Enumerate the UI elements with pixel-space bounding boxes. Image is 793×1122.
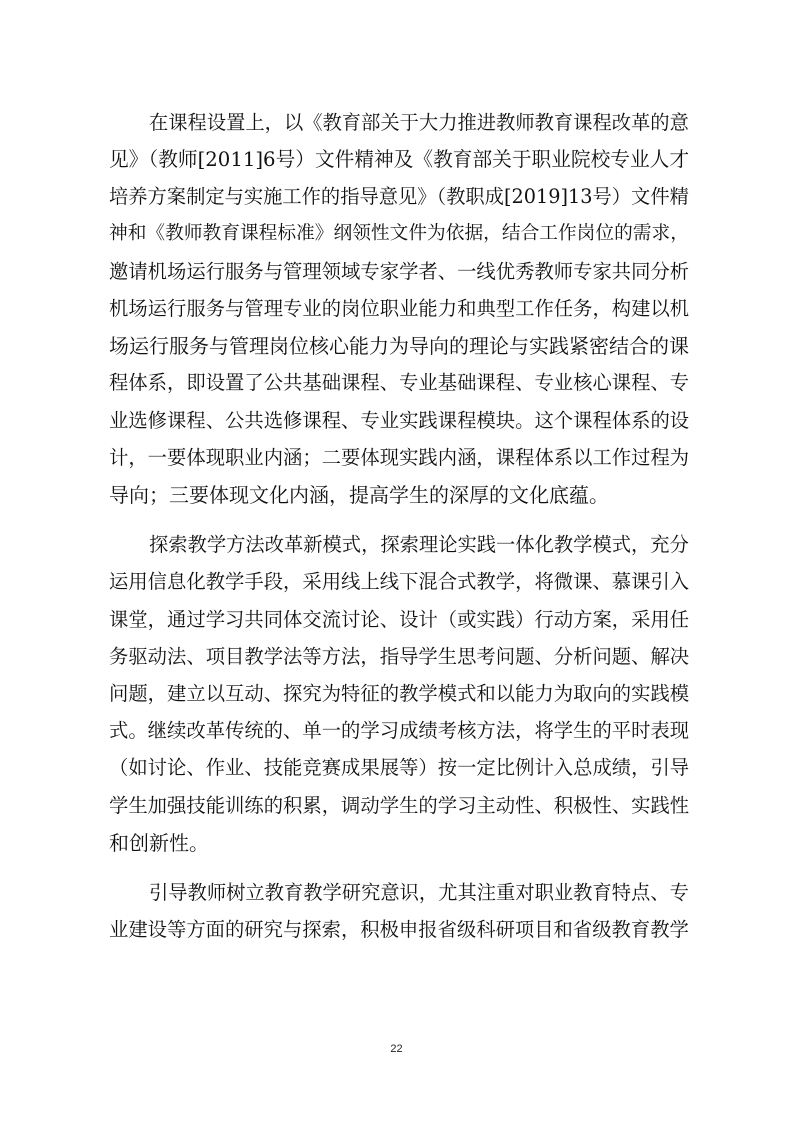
text-line: （如讨论、作业、技能竞赛成果展等）按一定比例计入总成绩，引导: [109, 756, 690, 779]
text-line: 务驱动法、项目教学法等方法，指导学生思考问题、分析问题、解决: [109, 645, 690, 668]
text-line: 业选修课程、公共选修课程、专业实践课程模块。这个课程体系的设: [109, 409, 690, 432]
text-line: 课堂，通过学习共同体交流讨论、设计（或实践）行动方案，采用任: [109, 608, 690, 631]
text-line: 培养方案制定与实施工作的指导意见》（教职成[2019]13号）文件精: [109, 185, 689, 208]
text-line: 程体系，即设置了公共基础课程、专业基础课程、专业核心课程、专: [109, 371, 690, 394]
text-line: 在课程设置上，以《教育部关于大力推进教师教育课程改革的意: [149, 111, 689, 134]
page-number: 22: [390, 1043, 403, 1055]
text-line: 和创新性。: [109, 831, 209, 855]
text-line: 神和《教师教育课程标准》纲领性文件为依据，结合工作岗位的需求，: [109, 223, 689, 244]
text-line: 邀请机场运行服务与管理领域专家学者、一线优秀教师专家共同分析: [109, 260, 690, 283]
text-line: 机场运行服务与管理专业的岗位职业能力和典型工作任务，构建以机: [109, 297, 690, 320]
text-line: 运用信息化教学手段，采用线上线下混合式教学，将微课、慕课引入: [109, 570, 690, 593]
text-line: 探索教学方法改革新模式，探索理论实践一体化教学模式，充分: [149, 533, 689, 556]
text-line: 计，一要体现职业内涵；二要体现实践内涵，课程体系以工作过程为: [109, 446, 690, 469]
text-line: 场运行服务与管理岗位核心能力为导向的理论与实践紧密结合的课: [109, 334, 689, 358]
text-line: 问题，建立以互动、探究为特征的教学模式和以能力为取向的实践模: [109, 682, 690, 705]
text-line: 学生加强技能训练的积累，调动学生的学习主动性、积极性、实践性: [109, 794, 690, 817]
text-line: 见》（教师[2011]6号）文件精神及《教育部关于职业院校专业人才: [109, 148, 690, 171]
text-line: 引导教师树立教育教学研究意识，尤其注重对职业教育特点、专: [149, 881, 689, 904]
text-line: 导向；三要体现文化内涵，提高学生的深厚的文化底蕴。: [109, 483, 609, 507]
text-line: 业建设等方面的研究与探索，积极申报省级科研项目和省级教育教学: [109, 918, 689, 941]
text-line: 式。继续改革传统的、单一的学习成绩考核方法，将学生的平时表现: [109, 719, 690, 742]
